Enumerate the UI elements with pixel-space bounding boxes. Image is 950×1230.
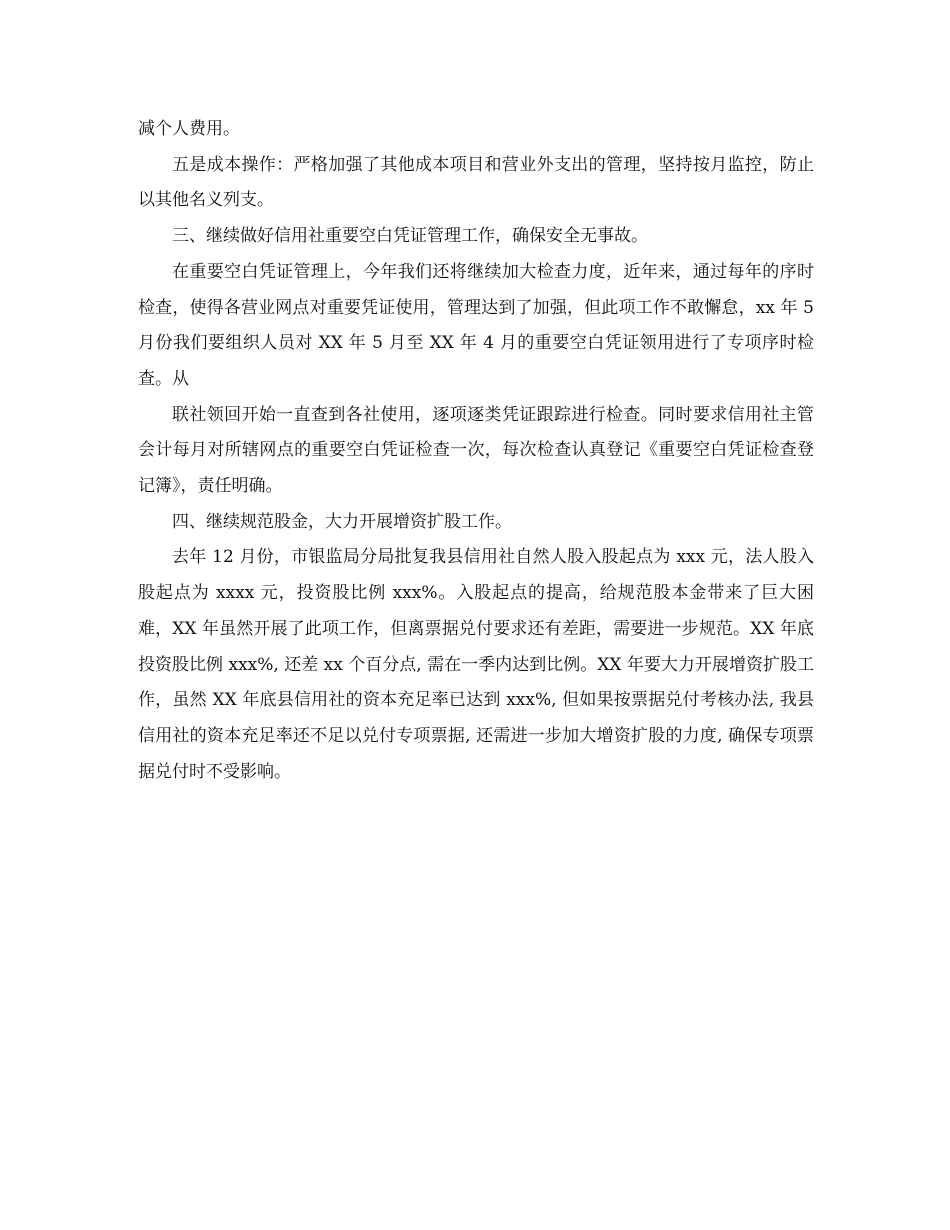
paragraph-5: 联社领回开始一直查到各社使用，逐项逐类凭证跟踪进行检查。同时要求信用社主管会计每月对所辖网点的重要空白凭证检查一次，每次检查认真登记《重要空白凭证检查登记簿》，责任明确。 [138, 404, 814, 497]
paragraph-1: 减个人费用。 [138, 119, 240, 139]
document-page [138, 112, 814, 790]
section-heading-4: 四、继续规范股金，大力开展增资扩股工作。 [172, 511, 512, 532]
paragraph-4: 在重要空白凭证管理上，今年我们还将继续加大检查力度，近年来，通过每年的序时检查，使得各营业网点对重要凭证使用，管理达到了加强，但此项工作不敢懈怠，xx 年 5 月份我们要组织人员对 XX 年 5 月至 XX 年 4 月的重要空白凭证领用进行了专项序时检查。从 [138, 261, 814, 389]
paragraph-2: 五是成本操作：严格加强了其他成本项目和营业外支出的管理，坚持按月监控，防止以其他名义列支。 [138, 154, 814, 211]
section-heading-3: 三、继续做好信用社重要空白凭证管理工作，确保安全无事故。 [172, 226, 648, 247]
paragraph-7: 去年 12 月份，市银监局分局批复我县信用社自然人股入股起点为 xxx 元，法人股入股起点为 xxxx 元，投资股比例 xxx%。入股起点的提高，给规范股本金带来了巨大困难，XX 年虽然开展了此项工作，但离票据兑付要求还有差距，需要进一步规范。XX 年底投资股比例 xxx%, 还差 xx 个百分点, 需在一季内达到比例。XX 年要大力开展增资扩股工作，虽然 XX 年底县信用社的资本充足率已达到 xxx%, 但如果按票据兑付考核办法, 我县信用社的资本充足率还不足以兑付专项票据, 还需进一步加大增资扩股的力度, 确保专项票据兑付时不受影响。 [138, 547, 814, 782]
